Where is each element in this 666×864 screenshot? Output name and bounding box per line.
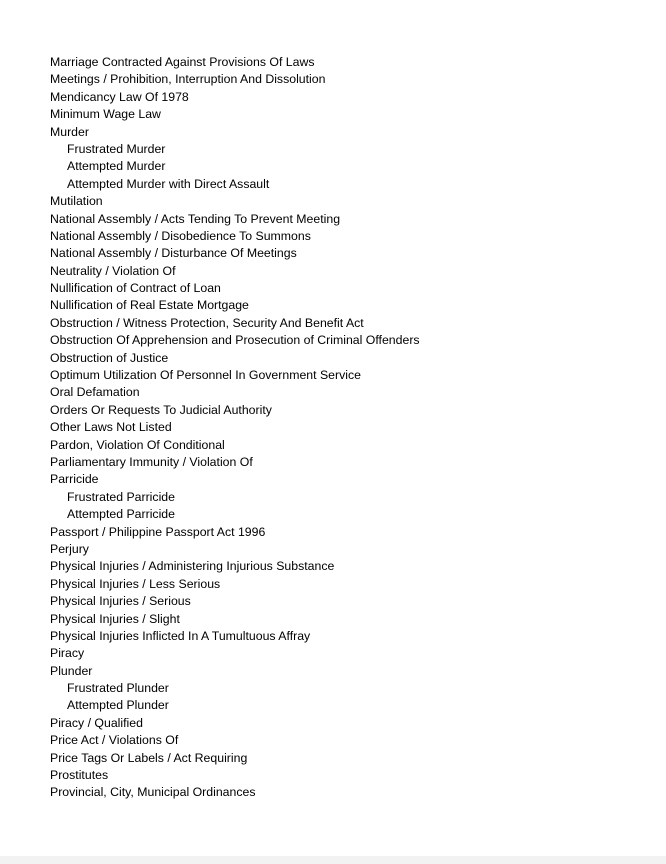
list-entry: Physical Injuries / Slight	[50, 611, 180, 626]
list-entry: Perjury	[50, 541, 89, 556]
list-entry: Provincial, City, Municipal Ordinances	[50, 785, 256, 800]
list-entry: Plunder	[50, 663, 93, 678]
list-entry: Mutilation	[50, 194, 103, 209]
sub-entry: Frustrated Plunder	[67, 681, 169, 696]
sub-entry: Frustrated Parricide	[67, 489, 175, 504]
list-entry: Meetings / Prohibition, Interruption And Dissolution	[50, 72, 326, 87]
list-entry: Price Tags Or Labels / Act Requiring	[50, 750, 248, 765]
sub-entry: Attempted Murder with Direct Assault	[67, 176, 270, 191]
list-entry: Physical Injuries / Serious	[50, 594, 191, 609]
list-entry: Obstruction / Witness Protection, Security And Benefit Act	[50, 315, 364, 330]
list-entry: Nullification of Contract of Loan	[50, 281, 221, 296]
list-entry: Obstruction of Justice	[50, 350, 169, 365]
list-entry: Nullification of Real Estate Mortgage	[50, 298, 249, 313]
sub-entry: Frustrated Murder	[67, 141, 166, 156]
list-entry: Oral Defamation	[50, 385, 140, 400]
list-entry: Passport / Philippine Passport Act 1996	[50, 524, 266, 539]
list-entry: Marriage Contracted Against Provisions Of Laws	[50, 55, 315, 69]
list-entry: Orders Or Requests To Judicial Authority	[50, 402, 272, 417]
list-entry: Murder	[50, 124, 89, 139]
list-entry: National Assembly / Acts Tending To Prevent Meeting	[50, 211, 341, 226]
list-entry: Mendicancy Law Of 1978	[50, 89, 189, 104]
sub-entry: Attempted Murder	[67, 159, 166, 174]
list-entry: Minimum Wage Law	[50, 107, 161, 122]
page-bottom-edge	[0, 856, 666, 864]
list-entry: National Assembly / Disturbance Of Meetings	[50, 246, 297, 261]
list-entry: Parricide	[50, 472, 99, 487]
list-entry: Price Act / Violations Of	[50, 733, 179, 748]
list-entry: Physical Injuries / Administering Injurious Substance	[50, 559, 335, 574]
list-entry: Obstruction Of Apprehension and Prosecution of Criminal Offenders	[50, 333, 420, 348]
offense-list	[50, 54, 420, 802]
list-entry: Other Laws Not Listed	[50, 420, 172, 435]
sub-entry: Attempted Plunder	[67, 698, 169, 713]
list-entry: Physical Injuries Inflicted In A Tumultuous Affray	[50, 628, 311, 643]
list-entry: Prostitutes	[50, 768, 109, 783]
list-entry: Parliamentary Immunity / Violation Of	[50, 454, 253, 469]
list-entry: Optimum Utilization Of Personnel In Government Service	[50, 368, 361, 383]
sub-entry: Attempted Parricide	[67, 507, 175, 522]
list-entry: Piracy	[50, 646, 85, 661]
list-entry: Pardon, Violation Of Conditional	[50, 437, 225, 452]
list-entry: Piracy / Qualified	[50, 715, 143, 730]
list-entry: Neutrality / Violation Of	[50, 263, 176, 278]
list-entry: National Assembly / Disobedience To Summons	[50, 228, 311, 243]
list-entry: Physical Injuries / Less Serious	[50, 576, 221, 591]
